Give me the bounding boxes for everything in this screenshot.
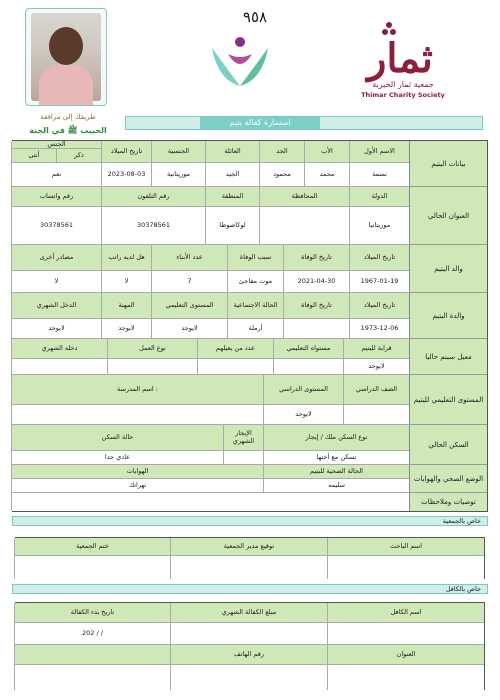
value-monthly-rent — [223, 451, 263, 465]
housing-section — [13, 425, 487, 465]
header-director-signature: توقيع مدير الجمعية — [170, 538, 327, 556]
header-society-stamp: ختم الجمعية — [14, 538, 170, 556]
section-label-mother: والدة اليتيم — [409, 293, 487, 338]
header-other-sources: مصادر أخرى — [11, 245, 101, 271]
value-guardian-relation: لايوجد — [343, 359, 409, 375]
value-father-birth: 1967-01-19 — [349, 271, 409, 293]
header-mother-death: تاريخ الوفاة — [283, 293, 349, 319]
header-monthly-amount: مبلغ الكفالة الشهري — [170, 603, 327, 623]
field-address[interactable] — [327, 665, 484, 690]
section-label-address: العنوان الحالي — [409, 187, 487, 244]
header-housing-condition: حالة السكن — [11, 425, 223, 451]
value-other-sources: لا — [11, 271, 101, 293]
section-label-guardian: معيل سينم حاليا — [409, 339, 487, 374]
section-label-education: المستوى التعليمي لليتيم — [409, 375, 487, 424]
value-school-name — [11, 405, 263, 425]
org-logo-text: ثمار — [367, 35, 433, 82]
health-section — [13, 465, 487, 493]
value-guardian-education — [273, 359, 343, 375]
father-section — [13, 245, 487, 293]
section-label-father: والد اليتيم — [409, 245, 487, 292]
value-birth-date: 2023-08-03 — [101, 163, 151, 187]
value-phone: 30378561 — [101, 207, 205, 245]
value-has-salary: لا — [101, 271, 151, 293]
header-guardian-income: دخله الشهري — [11, 339, 107, 359]
header-sponsor-name: اسم الكافل — [327, 603, 484, 623]
field-monthly-amount[interactable] — [170, 623, 327, 645]
value-dependents — [197, 359, 273, 375]
education-section — [13, 375, 487, 425]
field-empty[interactable] — [14, 665, 170, 690]
header-family: العائلة — [205, 141, 259, 163]
value-area: لوكاصوطا — [205, 207, 259, 245]
photo-body-shape — [39, 65, 93, 105]
value-father-death: 2021-04-30 — [283, 271, 349, 293]
section-label-health: الوضع الصحي والهوايات — [409, 465, 487, 492]
header-phone: رقم التلفون — [101, 187, 205, 207]
address-section — [13, 187, 487, 245]
value-grandfather: محمود — [259, 163, 304, 187]
tagline-logo: الحبيب ﷺ في الجنة — [29, 126, 107, 135]
header-area: المنطقة — [205, 187, 259, 207]
guardian-section — [13, 339, 487, 375]
value-profession: لايوجد — [101, 319, 151, 339]
orphan-photo-frame — [25, 8, 107, 106]
mother-section — [13, 293, 487, 339]
header-housing-type: نوع السكن ملك / إيجار — [263, 425, 409, 451]
value-country: موريتانيا — [349, 207, 409, 245]
header-gender: الجنس — [11, 141, 101, 149]
value-death-cause: موت مفاجئ — [227, 271, 283, 293]
value-grade — [343, 405, 409, 425]
value-housing-type: تسكن مع أختها — [263, 451, 409, 465]
header-mother-birth: تاريخ الميلاد — [349, 293, 409, 319]
header-father-birth: تاريخ الميلاد — [349, 245, 409, 271]
society-strip — [12, 516, 488, 526]
tagline: طريقك إلى مرافقة — [40, 113, 96, 121]
gender-male: ذكر — [56, 149, 101, 163]
center-logo-icon — [200, 30, 280, 90]
header-empty — [14, 645, 170, 665]
field-society-stamp[interactable] — [14, 556, 170, 579]
section-label-notes: توصيات وملاحظات — [409, 493, 487, 511]
field-researcher-name[interactable] — [327, 556, 484, 579]
gender-female: أنثى — [11, 149, 56, 163]
header-profession: المهنة — [101, 293, 151, 319]
sponsor-strip — [12, 584, 488, 594]
value-health-status: سليمه — [263, 479, 409, 493]
section-label-orphan: بيانات اليتيم — [409, 141, 487, 186]
value-housing-condition: عادي جدا — [11, 451, 223, 465]
field-director-signature[interactable] — [170, 556, 327, 579]
header-study-level: المستوى الدراسي — [263, 375, 343, 405]
value-job-type — [107, 359, 197, 375]
header-mother-education: المستوى التعليمي — [151, 293, 227, 319]
header-phone-number: رقم الهاتف — [170, 645, 327, 665]
orphan-data-table — [12, 140, 488, 512]
header-father-death: تاريخ الوفاة — [283, 245, 349, 271]
header-dependents: عدد من يعيلهم — [197, 339, 273, 359]
header-has-salary: هل لديه راتب — [101, 245, 151, 271]
value-gender: نعم — [11, 163, 101, 187]
value-notes[interactable] — [11, 493, 409, 511]
form-number: ٩٥٨ — [242, 8, 268, 26]
org-name-ar: جمعية ثمار الخيرية — [372, 80, 434, 89]
header-country: الدولة — [349, 187, 409, 207]
header-governorate: المحافظة — [259, 187, 349, 207]
field-phone-number[interactable] — [170, 665, 327, 690]
society-strip-label: خاص بالجمعية — [442, 517, 481, 525]
header-hobbies: الهوايات — [11, 465, 263, 479]
value-whatsapp: 30378561 — [11, 207, 101, 245]
value-first-name: نسمة — [349, 163, 409, 187]
orphan-photo — [31, 13, 101, 101]
sponsor-box — [15, 602, 485, 690]
header-health-status: الحالة الصحية لليتيم — [263, 465, 409, 479]
sponsor-strip-label: خاص بالكافل — [445, 585, 481, 593]
field-sponsor-name[interactable] — [327, 623, 484, 645]
section-label-housing: السكن الحالي — [409, 425, 487, 464]
header-birth-date: تاريخ الميلاد — [101, 141, 151, 163]
value-family: الجيد — [205, 163, 259, 187]
header-grandfather: الجد — [259, 141, 304, 163]
header-guardian-relation: قرابة لليتيم — [343, 339, 409, 359]
value-mother-birth: 1973-12-06 — [349, 319, 409, 339]
value-monthly-income: لايوجد — [11, 319, 101, 339]
header-researcher-name: اسم الباحث — [327, 538, 484, 556]
value-hobbies: تهراتك — [11, 479, 263, 493]
header-job-type: نوع العمل — [107, 339, 197, 359]
org-name-en: Thimar Charity Society — [361, 91, 445, 99]
value-father: محمد — [304, 163, 349, 187]
value-mother-death — [283, 319, 349, 339]
header-guardian-education: مستواه التعليمي — [273, 339, 343, 359]
header-monthly-income: الدخل الشهري — [11, 293, 101, 319]
header-marital-status: الحالة الاجتماعية — [227, 293, 283, 319]
header-first-name: الاسم الأول — [349, 141, 409, 163]
value-governorate — [259, 207, 349, 245]
orphan-section — [13, 141, 487, 187]
society-box — [15, 537, 485, 579]
header-death-cause: سبب الوفاة — [227, 245, 283, 271]
value-marital-status: أرملة — [227, 319, 283, 339]
value-study-level: لايوجد — [263, 405, 343, 425]
photo-face-shape — [49, 27, 83, 65]
value-mother-education: لايوجد — [151, 319, 227, 339]
value-children-count: 7 — [151, 271, 227, 293]
header-grade: الصف الدراسي — [343, 375, 409, 405]
value-nationality: موريتانية — [151, 163, 205, 187]
header-father: الأب — [304, 141, 349, 163]
header-nationality: الجنسية — [151, 141, 205, 163]
header-whatsapp: رقم واتساب — [11, 187, 101, 207]
header-school-name: اسم المدرسة : — [11, 375, 263, 405]
header-address: العنوان — [327, 645, 484, 665]
notes-section — [13, 493, 487, 511]
value-guardian-income — [11, 359, 107, 375]
header-monthly-rent: الإيجار الشهري — [223, 425, 263, 451]
form-title: استمارة كفالة يتيم — [200, 117, 320, 129]
header-start-date: تاريخ بدء الكفالة — [14, 603, 170, 623]
field-start-date[interactable]: 202 / / — [14, 623, 170, 645]
header-children-count: عدد الأبناء — [151, 245, 227, 271]
